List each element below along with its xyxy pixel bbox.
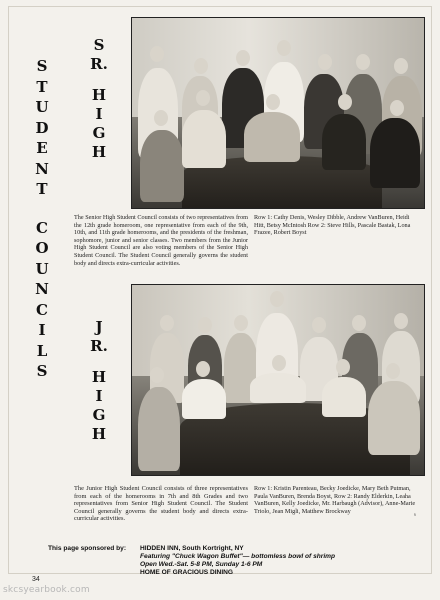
senior-names: Row 1: Cathy Denis, Wesley Dibble, Andrew VanBuren, Heidi Hitt, Betsy McIntosh Row 2: Steve Hills, Pascale Bastak, Lona Frazee, Robert Boyst bbox=[254, 214, 411, 237]
jr-high-title bbox=[88, 318, 110, 444]
vertical-title-student-councils bbox=[30, 56, 54, 382]
sponsor-slogan: HOME OF GRACIOUS DINING bbox=[140, 569, 234, 576]
title-letter: N bbox=[35, 280, 49, 298]
title-letter: N bbox=[35, 159, 49, 178]
title-letter: E bbox=[36, 139, 48, 157]
title-letter: J bbox=[95, 318, 103, 336]
title-letter: R. bbox=[90, 337, 108, 355]
sponsor-featuring-detail: — bottomless bowl of shrimp bbox=[242, 553, 336, 560]
junior-names: Row 1: Kristin Parenteau, Becky Joedicke, Mary Beth Putman, Paula VanBuren, Brenda Boyst, Row 2: Randy Elderkin, Leaha VanBuren, Kelly Joedicke, Mr. Harbaugh (Advisor), Anne-Marie Triolo, Jean Migli, Matthew Brockway bbox=[254, 485, 416, 515]
page-number: 34 bbox=[32, 576, 40, 583]
title-letter: S bbox=[36, 57, 48, 75]
title-letter: I bbox=[95, 387, 103, 405]
title-letter: D bbox=[35, 118, 49, 137]
title-letter: I bbox=[38, 321, 46, 339]
title-letter: H bbox=[91, 86, 107, 104]
title-letter: R. bbox=[90, 55, 108, 73]
title-letter: H bbox=[91, 425, 107, 443]
sponsor-featuring: Featuring "Chuck Wagon Buffet" bbox=[140, 553, 243, 560]
junior-council-photo bbox=[131, 284, 425, 476]
title-letter: I bbox=[95, 105, 103, 123]
senior-council-photo bbox=[131, 17, 425, 209]
watermark: skcsyearbook.com bbox=[3, 585, 90, 595]
corner-mark: 6 bbox=[414, 512, 416, 517]
title-letter: T bbox=[36, 77, 48, 96]
title-letter: O bbox=[35, 239, 49, 257]
title-letter: U bbox=[35, 259, 49, 278]
sponsor-block bbox=[48, 545, 368, 577]
title-letter: T bbox=[36, 180, 48, 198]
title-letter: L bbox=[36, 341, 48, 360]
title-letter: G bbox=[92, 124, 106, 142]
title-letter: S bbox=[93, 36, 105, 54]
sponsor-hours: Open Wed.-Sat. 5-8 PM, Sunday 1-6 PM bbox=[140, 561, 263, 568]
title-letter: U bbox=[35, 98, 49, 116]
sponsor-label: This page sponsored by: bbox=[48, 545, 127, 552]
senior-description: The Senior High Student Council consists of two representatives from the 12th grade homeroom, one representative from each of the 9th, 10th, and 11th grade homerooms, and the presidents of the freshman, sophomore, junior and senior classes. Two members from the Junior High Student Council are also voting members of the Senior High Student Council. The Student Council generally governs the student body and directs extra-curricular activities. bbox=[74, 214, 248, 267]
sr-high-title bbox=[88, 36, 110, 162]
title-letter: C bbox=[36, 218, 48, 237]
title-letter: S bbox=[36, 362, 48, 380]
title-letter: H bbox=[91, 143, 107, 161]
title-letter: C bbox=[36, 300, 48, 319]
title-letter: H bbox=[91, 368, 107, 386]
sponsor-name: HIDDEN INN, South Kortright, NY bbox=[140, 545, 244, 552]
title-letter: G bbox=[92, 406, 106, 424]
junior-description: The Junior High Student Council consists of three representatives from each of the homerooms in 7th and 8th Grades and two representatives from Senior High Student Council. The Student Council generally governs the student body and directs extra-curricular activities. bbox=[74, 485, 248, 523]
